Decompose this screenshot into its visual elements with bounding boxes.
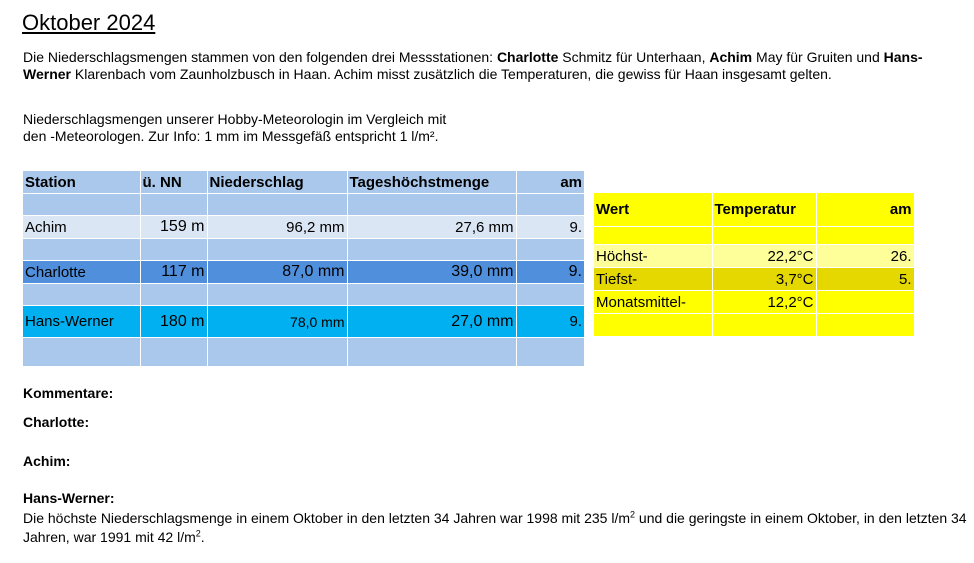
header-date: am xyxy=(816,193,914,227)
cell-elevation: 159 m xyxy=(140,216,207,239)
temperature-table-header xyxy=(594,193,914,227)
table-spacer-row xyxy=(23,239,584,261)
intro-text-2: Schmitz für Unterhaan, xyxy=(558,49,710,65)
table-spacer-row xyxy=(23,338,584,367)
footnote-text-1: Die höchste Niederschlagsmenge in einem Oktober in den letzten 34 Jahren war 1998 mit 235 l/m xyxy=(23,510,630,526)
cell-daily-max: 27,0 mm xyxy=(347,306,516,338)
cell-daily-max: 27,6 mm xyxy=(347,216,516,239)
header-precipitation: Niederschlag xyxy=(207,171,347,194)
cell-date: 9. xyxy=(516,306,584,338)
intro-paragraph xyxy=(23,49,928,83)
cell-label: Monatsmittel- xyxy=(594,291,712,314)
intro-text-3: May für Gruiten und xyxy=(752,49,884,65)
station-table xyxy=(23,171,584,367)
footnote-text-2: und die geringste in einem Oktober, in den letzten 34 Jahren, war 1991 mit 42 l/m xyxy=(23,510,967,545)
cell-date: 26. xyxy=(816,245,914,268)
cell-date xyxy=(816,291,914,314)
cell-temperature: 3,7°C xyxy=(712,268,816,291)
page-title: Oktober 2024 xyxy=(22,10,156,35)
header-daily-max: Tageshöchstmenge xyxy=(347,171,516,194)
temperature-table xyxy=(594,193,915,337)
cell-daily-max: 39,0 mm xyxy=(347,261,516,284)
comment-hanswerner-label: Hans-Werner: xyxy=(23,490,115,506)
cell-station: Achim xyxy=(23,216,140,239)
table-row-hanswerner xyxy=(23,306,584,338)
header-value: Wert xyxy=(594,193,712,227)
header-date: am xyxy=(516,171,584,194)
intro-name-achim: Achim xyxy=(709,49,753,65)
cell-station: Hans-Werner xyxy=(23,306,140,338)
header-temperature: Temperatur xyxy=(712,193,816,227)
footnote-superscript-2: 2 xyxy=(195,528,201,539)
cell-elevation: 117 m xyxy=(140,261,207,284)
footnote-paragraph xyxy=(23,509,968,547)
hobby-line-1: Niederschlagsmengen unserer Hobby-Meteorologin im Vergleich mit xyxy=(23,111,447,127)
cell-precipitation: 78,0 mm xyxy=(207,306,347,338)
cell-label: Höchst- xyxy=(594,245,712,268)
table-row-achim xyxy=(23,216,584,239)
cell-label: Tiefst- xyxy=(594,268,712,291)
hobby-paragraph xyxy=(23,111,543,145)
table-spacer-row xyxy=(23,194,584,216)
cell-elevation: 180 m xyxy=(140,306,207,338)
station-table-header xyxy=(23,171,584,194)
comment-achim-label: Achim: xyxy=(23,453,71,469)
temperature-spacer-row xyxy=(594,314,914,337)
cell-date: 9. xyxy=(516,261,584,284)
cell-date: 5. xyxy=(816,268,914,291)
intro-name-hanswerner: Hans-Werner xyxy=(23,49,923,82)
header-elevation: ü. NN xyxy=(140,171,207,194)
cell-station: Charlotte xyxy=(23,261,140,284)
hobby-line-2: den -Meteorologen. Zur Info: 1 mm im Messgefäß entspricht 1 l/m². xyxy=(23,128,439,144)
intro-name-charlotte: Charlotte xyxy=(496,49,559,65)
temperature-row-low xyxy=(594,268,914,291)
cell-date: 9. xyxy=(516,216,584,239)
intro-text-1: Die Niederschlagsmengen stammen von den folgenden drei Messstationen: xyxy=(23,49,497,65)
comments-heading: Kommentare: xyxy=(23,385,114,401)
cell-temperature: 22,2°C xyxy=(712,245,816,268)
footnote-text-3: . xyxy=(200,529,205,545)
intro-text-4: Klarenbach vom Zaunholzbusch in Haan. Achim misst zusätzlich die Temperaturen, die gewiss für Haan insgesamt gelten. xyxy=(70,66,832,82)
temperature-row-high xyxy=(594,245,914,268)
comment-charlotte-label: Charlotte: xyxy=(23,414,90,430)
cell-temperature: 12,2°C xyxy=(712,291,816,314)
footnote-superscript-1: 2 xyxy=(630,509,636,520)
table-spacer-row xyxy=(23,284,584,306)
table-row-charlotte xyxy=(23,261,584,284)
header-station: Station xyxy=(23,171,140,194)
cell-precipitation: 87,0 mm xyxy=(207,261,347,284)
temperature-spacer-row xyxy=(594,227,914,245)
temperature-row-mean xyxy=(594,291,914,314)
cell-precipitation: 96,2 mm xyxy=(207,216,347,239)
